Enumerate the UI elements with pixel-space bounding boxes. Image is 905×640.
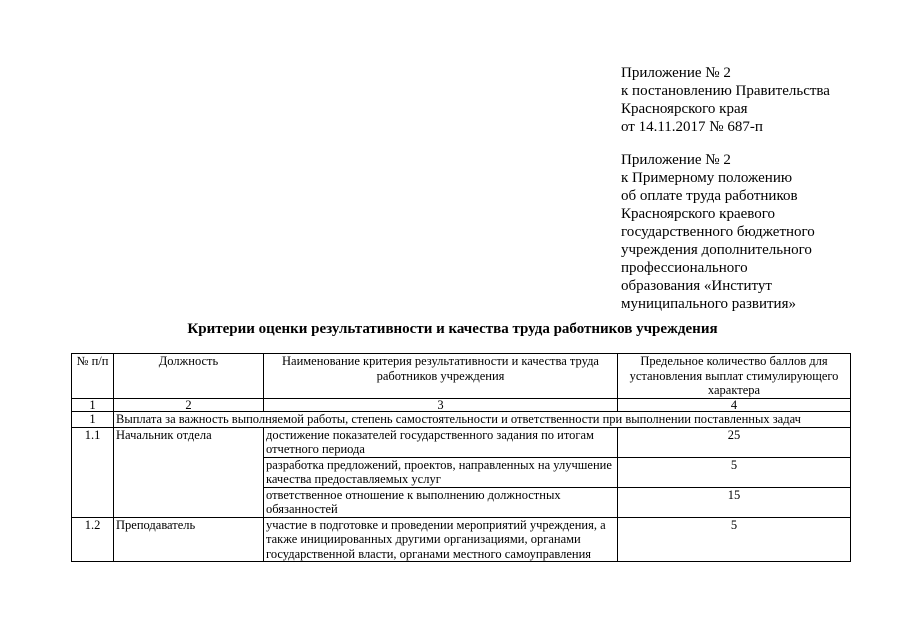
column-number: 3 [264, 399, 618, 412]
appendix-line: от 14.11.2017 № 687-п [621, 119, 763, 135]
row-position: Начальник отдела [114, 427, 264, 517]
row-points: 5 [618, 457, 851, 487]
appendix-line: Приложение № 2 [621, 65, 731, 81]
row-position: Преподаватель [114, 517, 264, 562]
row-num: 1.2 [72, 517, 114, 562]
appendix-line: к Примерному положению [621, 170, 793, 186]
appendix-block-1 [621, 64, 891, 136]
row-criterion: достижение показателей государственного задания по итогам отчетного периода [264, 427, 618, 457]
appendix-line: об оплате труда работников [621, 188, 798, 204]
header-points: Предельное количество баллов для установления выплат стимулирующего характера [618, 354, 851, 399]
row-num: 1.1 [72, 427, 114, 517]
criteria-table [71, 353, 851, 562]
column-number-row [72, 399, 851, 412]
column-number: 1 [72, 399, 114, 412]
header-num: № п/п [72, 354, 114, 399]
header-criterion: Наименование критерия результативности и качества труда работников учреждения [264, 354, 618, 399]
appendix-line: Приложение № 2 [621, 152, 731, 168]
appendix-block-2 [621, 151, 891, 313]
column-number: 4 [618, 399, 851, 412]
row-criterion: участие в подготовке и проведении мероприятий учреждения, а также инициированных другими организациями, органами государственной власти, органами местного самоуправления [264, 517, 618, 562]
table-row [72, 427, 851, 457]
row-criterion: ответственное отношение к выполнению должностных обязанностей [264, 487, 618, 517]
document-title: Критерии оценки результативности и качества труда работников учреждения [187, 321, 718, 337]
row-points: 5 [618, 517, 851, 562]
table-row [72, 517, 851, 562]
appendix-line: Красноярского краевого [621, 206, 776, 222]
column-number: 2 [114, 399, 264, 412]
row-criterion: разработка предложений, проектов, направленных на улучшение качества предоставляемых услуг [264, 457, 618, 487]
appendix-line: профессионального [621, 260, 748, 276]
appendix-line: муниципального развития» [621, 296, 796, 312]
section-row [72, 412, 851, 428]
appendix-line: Красноярского края [621, 101, 748, 117]
table-header-row [72, 354, 851, 399]
appendix-line: образования «Институт [621, 278, 772, 294]
section-num: 1 [72, 412, 114, 428]
appendix-line: к постановлению Правительства [621, 83, 830, 99]
appendix-line: учреждения дополнительного [621, 242, 812, 258]
appendix-line: государственного бюджетного [621, 224, 815, 240]
header-position: Должность [114, 354, 264, 399]
row-points: 25 [618, 427, 851, 457]
section-title: Выплата за важность выполняемой работы, степень самостоятельности и ответственности при выполнении поставленных задач [114, 412, 851, 428]
row-points: 15 [618, 487, 851, 517]
